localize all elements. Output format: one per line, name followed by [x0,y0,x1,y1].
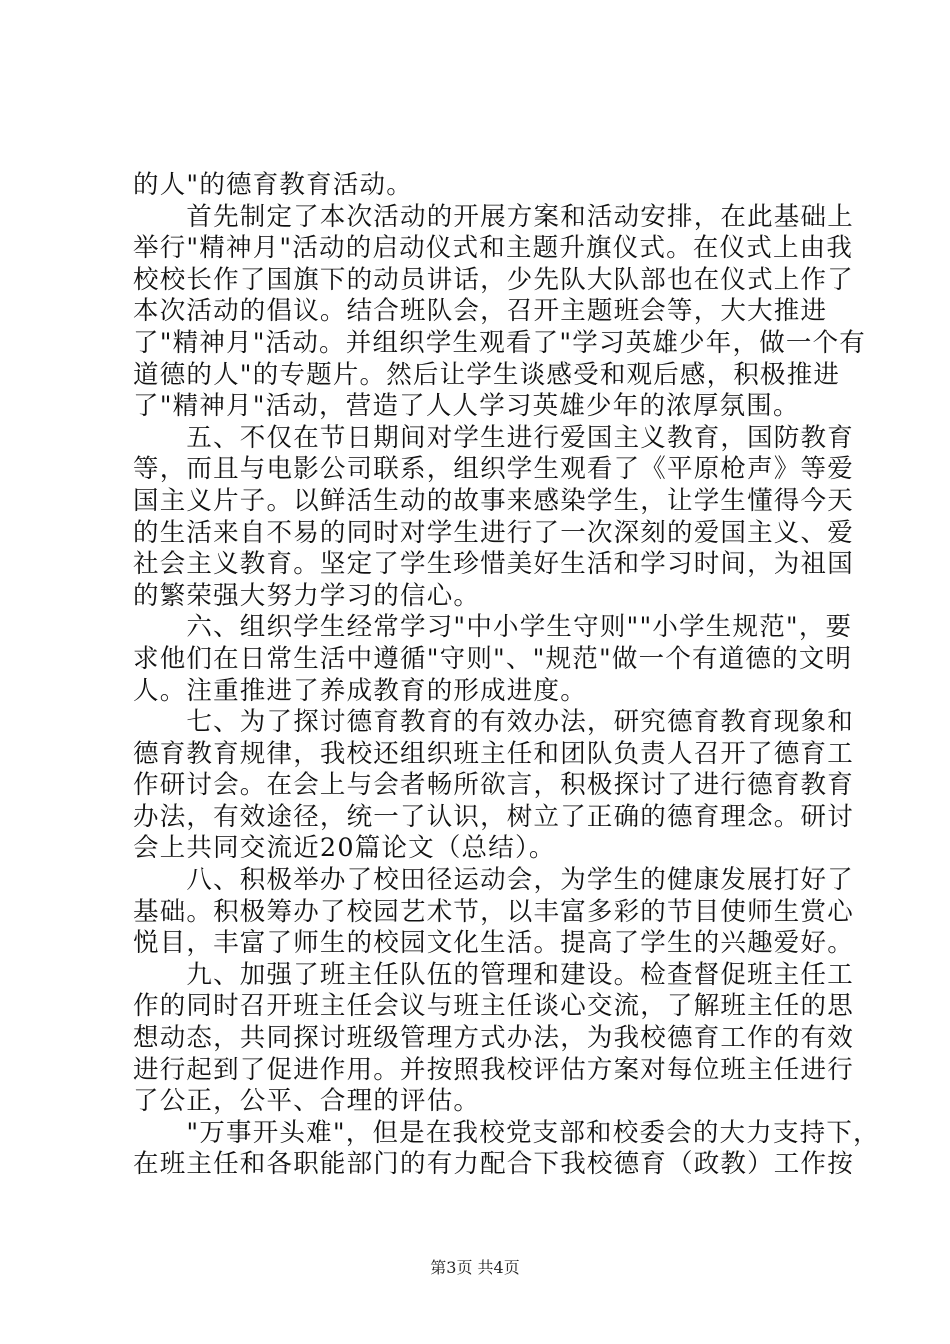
text-line: 举行"精神月"活动的启动仪式和主题升旗仪式。在仪式上由我 [133,233,854,264]
text-line: 六、组织学生经常学习"中小学生守则""小学生规范"，要 [133,612,853,643]
text-line: 悦目，丰富了师生的校园文化生活。提高了学生的兴趣爱好。 [133,928,854,959]
text-line: 人。注重推进了养成教育的形成进度。 [133,675,587,706]
text-line: "万事开头难"，但是在我校党支部和校委会的大力支持下， [133,1117,880,1148]
body-text [133,170,880,1181]
text-line: 基础。积极筹办了校园艺术节，以丰富多彩的节目使师生赏心 [133,896,854,927]
text-line: 八、积极举办了校田径运动会，为学生的健康发展打好了 [133,865,854,896]
text-line: 进行起到了促进作用。并按照我校评估方案对每位班主任进行 [133,1054,854,1085]
text-line: 办法，有效途径，统一了认识，树立了正确的德育理念。研讨 [133,801,854,832]
text-line: 求他们在日常生活中遵循"守则"、"规范"做一个有道德的文明 [133,643,853,674]
text-line: 九、加强了班主任队伍的管理和建设。检查督促班主任工 [133,959,854,990]
text-line: 德育教育规律，我校还组织班主任和团队负责人召开了德育工 [133,738,854,769]
text-line: 国主义片子。以鲜活生动的故事来感染学生，让学生懂得今天 [133,485,854,516]
text-line: 在班主任和各职能部门的有力配合下我校德育（政教）工作按 [133,1149,854,1180]
page-footer: 第3页 共4页 [430,1258,520,1277]
text-line: 想动态，共同探讨班级管理方式办法，为我校德育工作的有效 [133,1023,854,1054]
text-line: 作研讨会。在会上与会者畅所欲言，积极探讨了进行德育教育 [133,770,854,801]
text-line: 了"精神月"活动，营造了人人学习英雄少年的浓厚氛围。 [133,391,800,422]
text-line: 社会主义教育。坚定了学生珍惜美好生活和学习时间，为祖国 [133,549,854,580]
text-line: 了"精神月"活动。并组织学生观看了"学习英雄少年，做一个有 [133,327,866,358]
text-line: 道德的人"的专题片。然后让学生谈感受和观后感，积极推进 [133,359,841,390]
text-line: 了公正，公平、合理的评估。 [133,1086,481,1117]
text-line: 首先制定了本次活动的开展方案和活动安排，在此基础上 [133,201,854,232]
text-line: 七、为了探讨德育教育的有效办法，研究德育教育现象和 [133,707,854,738]
text-line: 五、不仅在节日期间对学生进行爱国主义教育，国防教育 [133,422,854,453]
text-line: 的生活来自不易的同时对学生进行了一次深刻的爱国主义、爱 [133,517,854,548]
text-line: 的人"的德育教育活动。 [133,170,413,200]
text-line: 会上共同交流近20篇论文（总结）。 [133,833,556,864]
text-line: 本次活动的倡议。结合班队会，召开主题班会等，大大推进 [133,296,828,327]
text-line: 校校长作了国旗下的动员讲话，少先队大队部也在仪式上作了 [133,264,854,295]
text-line: 作的同时召开班主任会议与班主任谈心交流，了解班主任的思 [133,991,854,1022]
text-line: 的繁荣强大努力学习的信心。 [133,580,481,611]
text-line: 等，而且与电影公司联系，组织学生观看了《平原枪声》等爱 [133,454,854,485]
